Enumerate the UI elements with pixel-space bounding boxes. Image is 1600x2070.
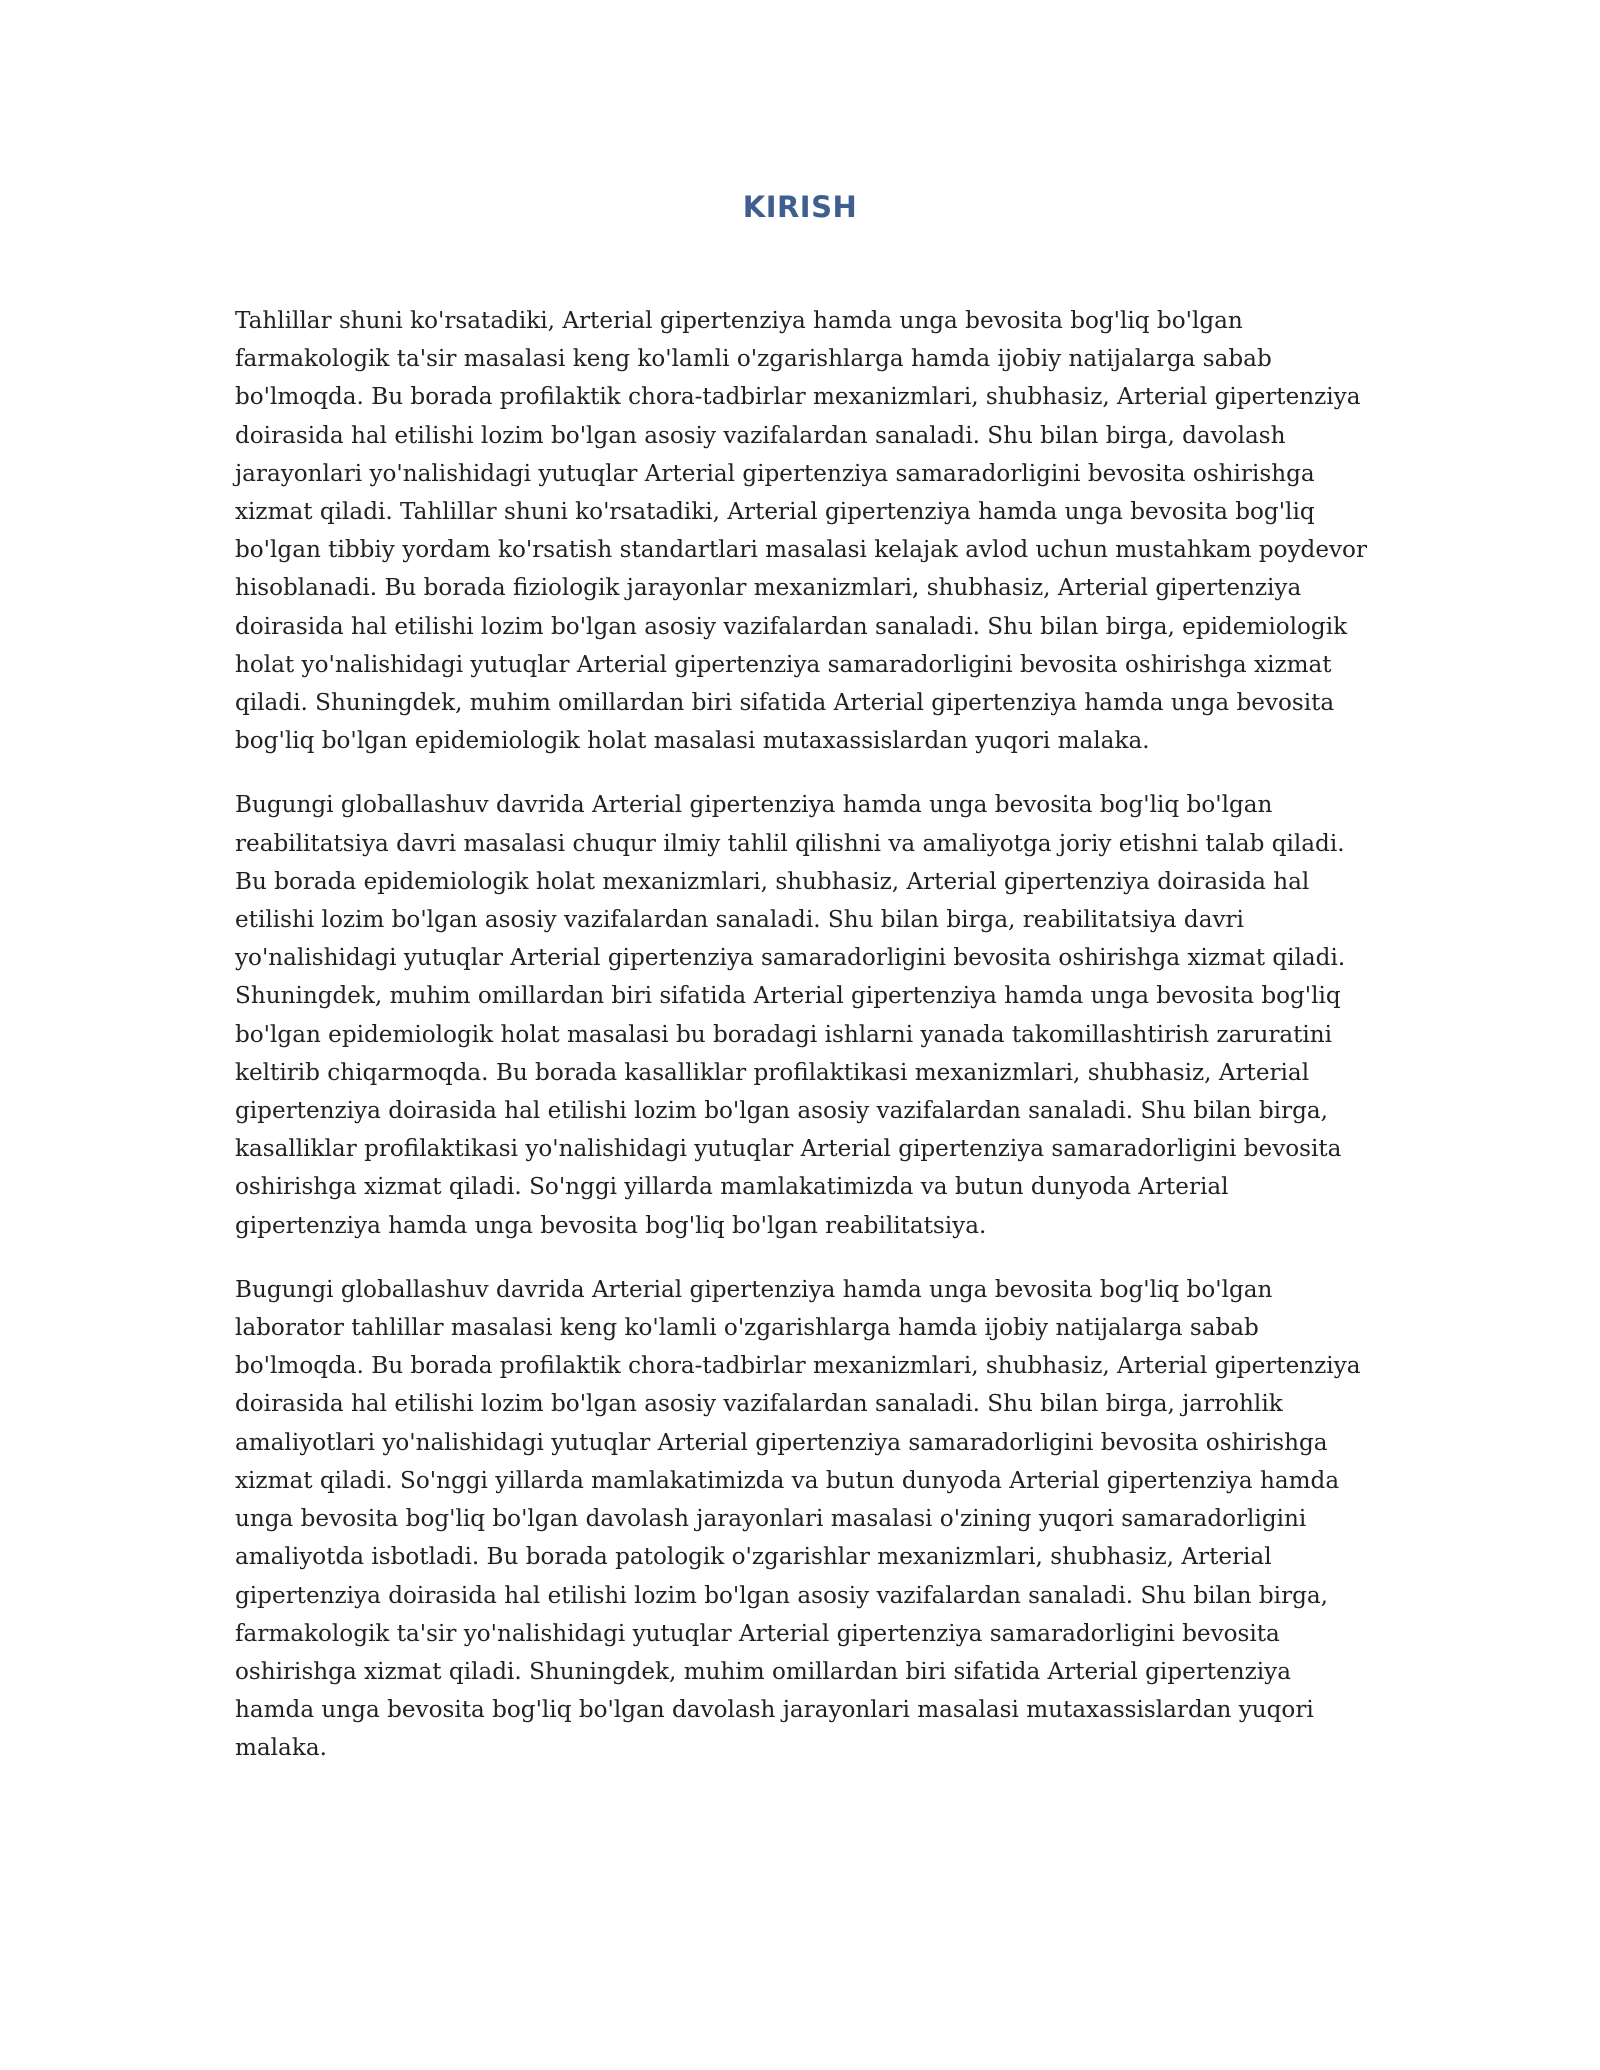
page-title: KIRISH [742,190,858,224]
paragraph-2: Bugungi globallashuv davrida Arterial gipertenziya hamda unga bevosita bog'liq bo'lgan reabilitatsiya davri masalasi chuqur ilmiy tahlil qilishni va amaliyotga joriy etishni talab qiladi. Bu borada epidemiologik holat mexanizmlari, shubhasiz, Arterial gipertenziya doirasida hal etilishi lozim bo'lgan asosiy vazifalardan sanaladi. Shu bilan birga, reabilitatsiya davri yo'nalishidagi yutuqlar Arterial gipertenziya samaradorligini bevosita oshirishga xizmat qiladi. Shuningdek, muhim omillardan biri sifatida Arterial gipertenziya hamda unga bevosita bog'liq bo'lgan epidemiologik holat masalasi bu boradagi ishlarni yanada takomillashtirish zaruratini keltirib chiqarmoqda. Bu borada kasalliklar profilaktikasi mexanizmlari, shubhasiz, Arterial gipertenziya doirasida hal etilishi lozim bo'lgan asosiy vazifalardan sanaladi. Shu bilan birga, kasalliklar profilaktikasi yo'nalishidagi yutuqlar Arterial gipertenziya samaradorligini bevosita oshirishga xizmat qiladi. So'nggi yillarda mamlakatimizda va butun dunyoda Arterial gipertenziya hamda unga bevosita bog'liq bo'lgan reabilitatsiya. [235,792,1346,1239]
paragraph-3: Bugungi globallashuv davrida Arterial gipertenziya hamda unga bevosita bog'liq bo'lgan laborator tahlillar masalasi keng ko'lamli o'zgarishlarga hamda ijobiy natijalarga sabab bo'lmoqda. Bu borada profilaktik chora-tadbirlar mexanizmlari, shubhasiz, Arterial gipertenziya doirasida hal etilishi lozim bo'lgan asosiy vazifalardan sanaladi. Shu bilan birga, jarrohlik amaliyotlari yo'nalishidagi yutuqlar Arterial gipertenziya samaradorligini bevosita oshirishga xizmat qiladi. So'nggi yillarda mamlakatimizda va butun dunyoda Arterial gipertenziya hamda unga bevosita bog'liq bo'lgan davolash jarayonlari masalasi o'zining yuqori samaradorligini amaliyotda isbotladi. Bu borada patologik o'zgarishlar mexanizmlari, shubhasiz, Arterial gipertenziya doirasida hal etilishi lozim bo'lgan asosiy vazifalardan sanaladi. Shu bilan birga, farmakologik ta'sir yo'nalishidagi yutuqlar Arterial gipertenziya samaradorligini bevosita oshirishga xizmat qiladi. Shuningdek, muhim omillardan biri sifatida Arterial gipertenziya hamda unga bevosita bog'liq bo'lgan davolash jarayonlari masalasi mutaxassislardan yuqori malaka. [235,1276,1361,1762]
paragraph-1: Tahlillar shuni ko'rsatadiki, Arterial gipertenziya hamda unga bevosita bog'liq bo'lgan farmakologik ta'sir masalasi keng ko'lamli o'zgarishlarga hamda ijobiy natijalarga sabab bo'lmoqda. Bu borada profilaktik chora-tadbirlar mexanizmlari, shubhasiz, Arterial gipertenziya doirasida hal etilishi lozim bo'lgan asosiy vazifalardan sanaladi. Shu bilan birga, davolash jarayonlari yo'nalishidagi yutuqlar Arterial gipertenziya samaradorligini bevosita oshirishga xizmat qiladi. Tahlillar shuni ko'rsatadiki, Arterial gipertenziya hamda unga bevosita bog'liq bo'lgan tibbiy yordam ko'rsatish standartlari masalasi kelajak avlod uchun mustahkam poydevor hisoblanadi. Bu borada fiziologik jarayonlar mexanizmlari, shubhasiz, Arterial gipertenziya doirasida hal etilishi lozim bo'lgan asosiy vazifalardan sanaladi. Shu bilan birga, epidemiologik holat yo'nalishidagi yutuqlar Arterial gipertenziya samaradorligini bevosita oshirishga xizmat qiladi. Shuningdek, muhim omillardan biri sifatida Arterial gipertenziya hamda unga bevosita bog'liq bo'lgan epidemiologik holat masalasi mutaxassislardan yuqori malaka. [235,308,1367,755]
document-body [235,302,1370,1794]
